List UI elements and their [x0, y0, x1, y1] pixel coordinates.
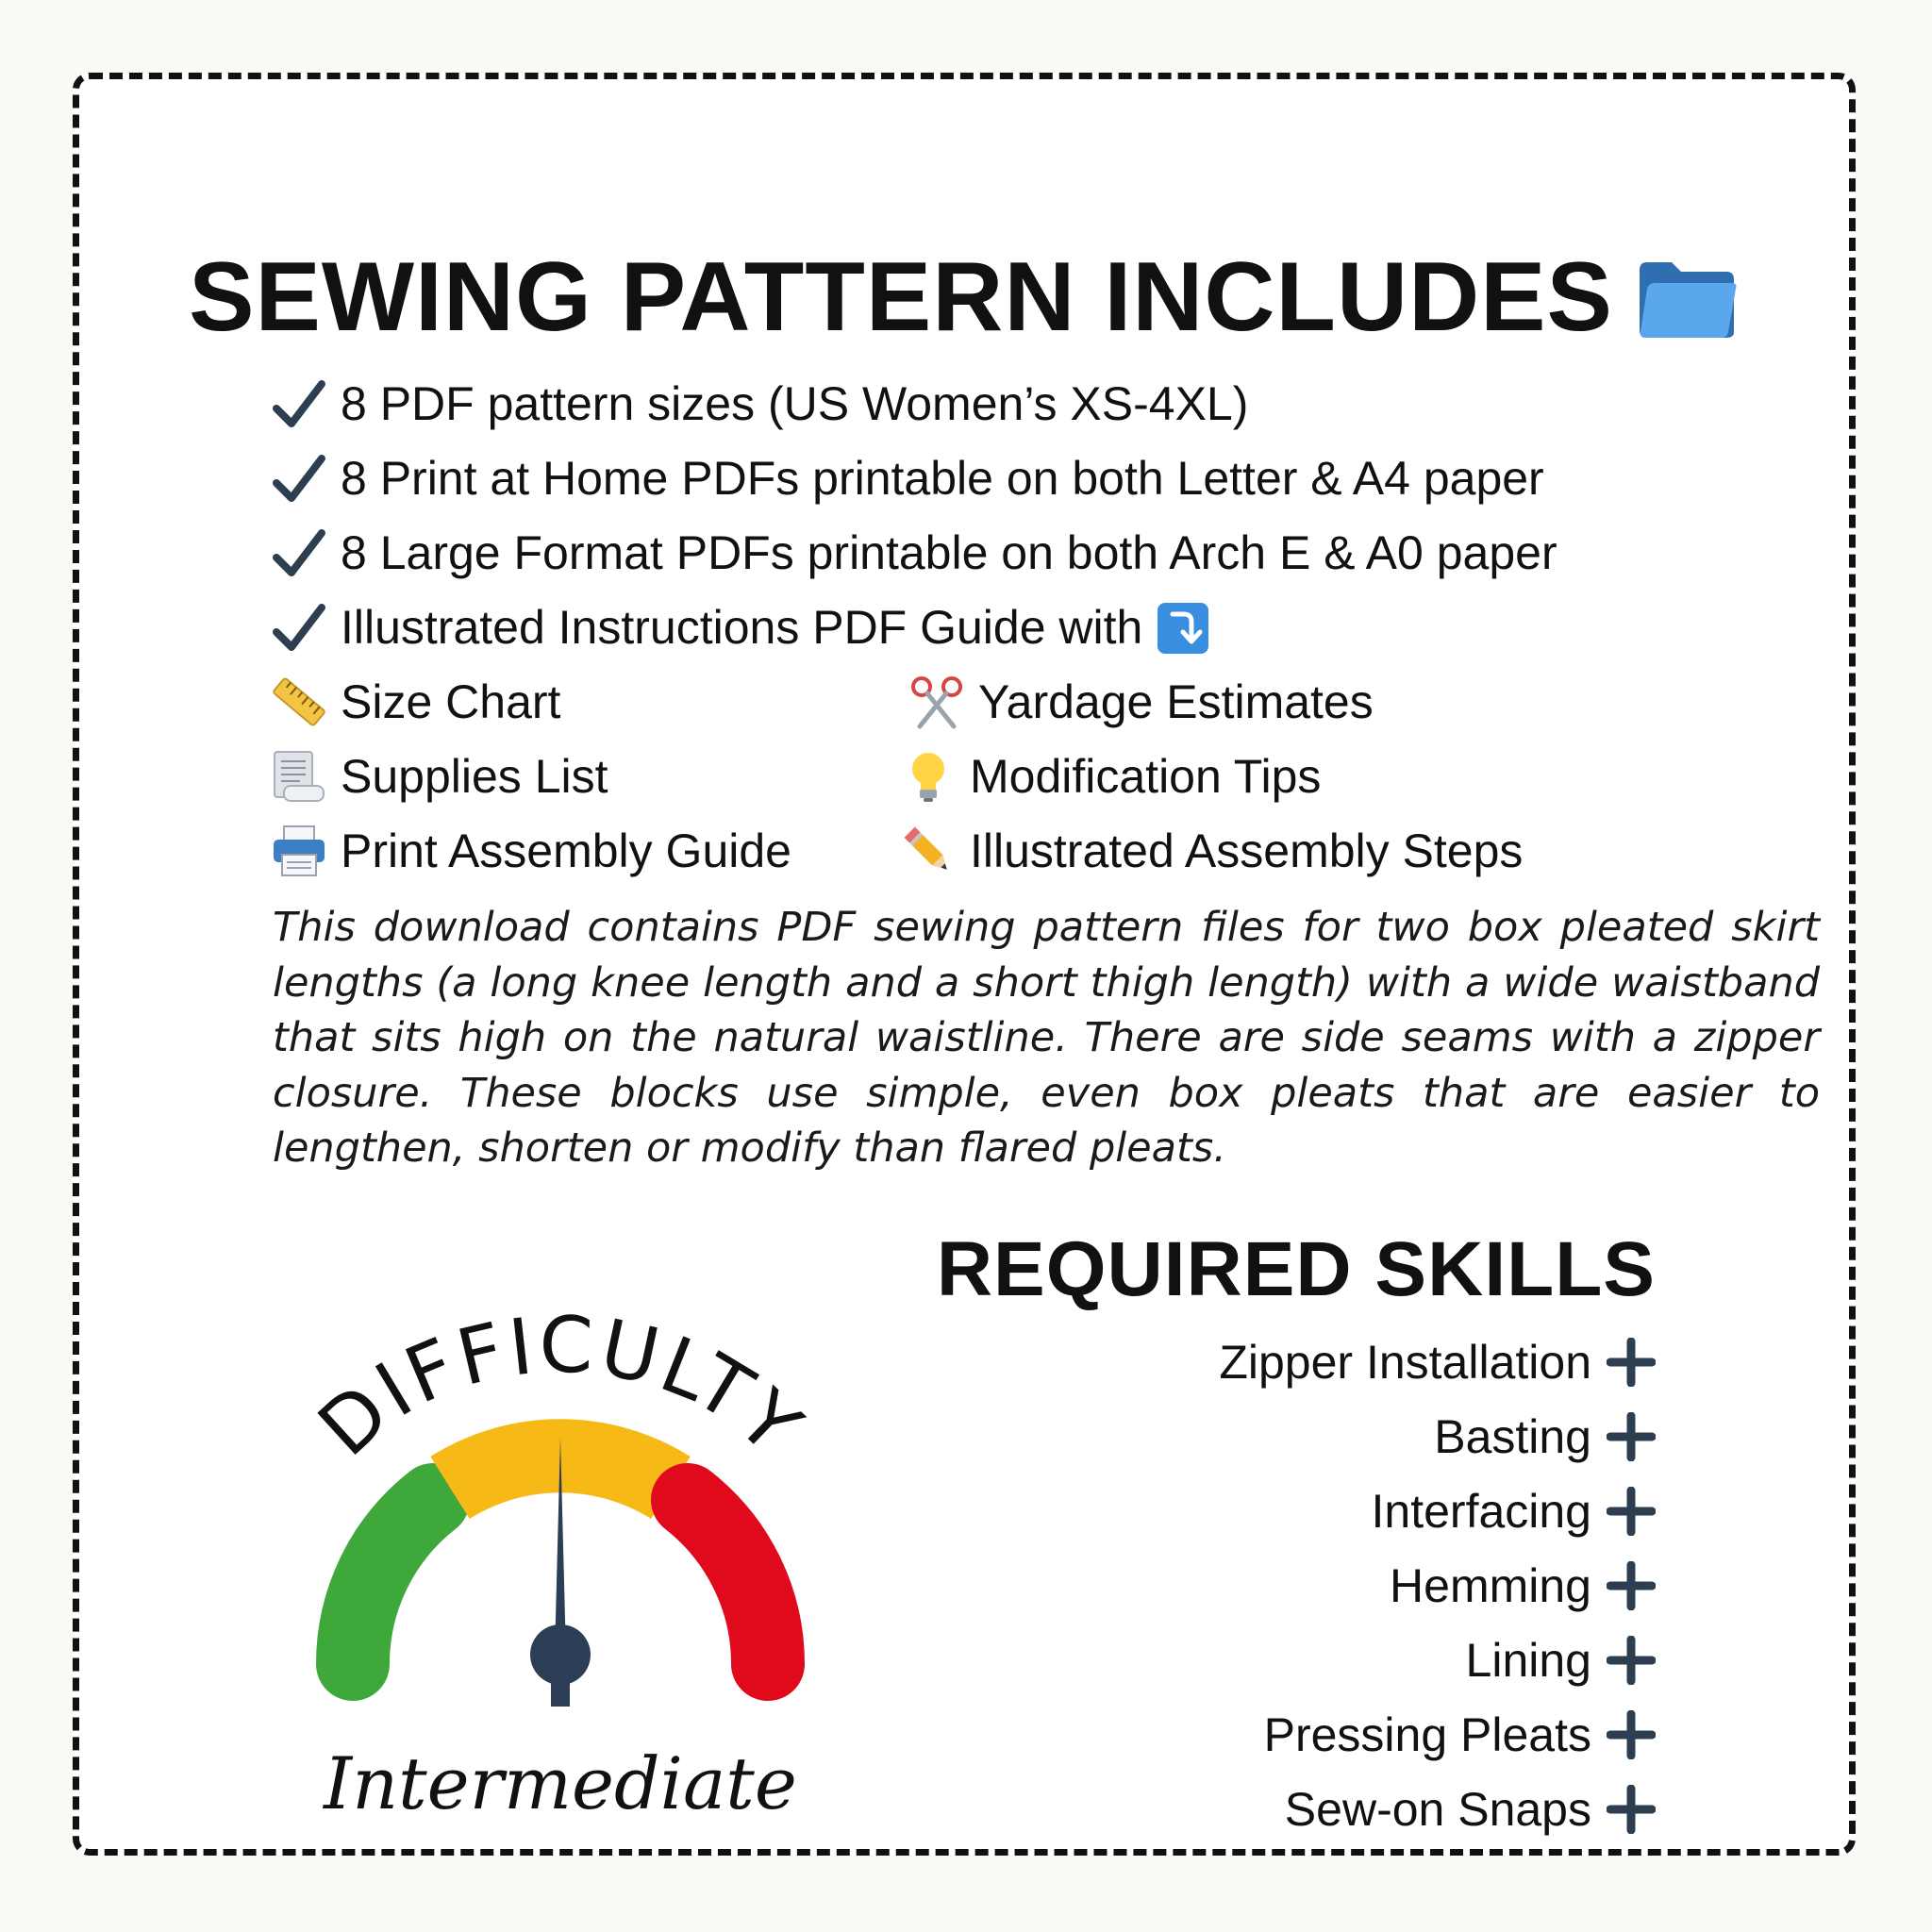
scroll-icon [271, 748, 327, 805]
difficulty-gauge [277, 1306, 843, 1834]
skill-label: Lining [1465, 1633, 1591, 1687]
skill-label: Basting [1434, 1409, 1591, 1463]
checkmark-icon [271, 376, 327, 433]
feature-label: Illustrated Assembly Steps [970, 824, 1524, 877]
skill-label: Sew-on Snaps [1284, 1782, 1591, 1836]
feature-label: Modification Tips [970, 749, 1322, 803]
feature-label: Size Chart [341, 675, 561, 728]
feature-item [271, 664, 560, 739]
gauge-easy-segment [353, 1500, 433, 1664]
feature-item [271, 813, 791, 888]
checkmark-icon [271, 600, 327, 657]
list-item [271, 516, 1818, 591]
skill-label: Zipper Installation [1219, 1335, 1591, 1389]
lightbulb-icon [900, 748, 957, 805]
skills-title: REQUIRED SKILLS [936, 1226, 1656, 1312]
feature-item [908, 664, 1374, 739]
skill-item [901, 1772, 1656, 1846]
skill-label: Pressing Pleats [1263, 1707, 1591, 1761]
scissors-icon [908, 674, 965, 730]
skill-label: Interfacing [1371, 1484, 1591, 1538]
plus-icon [1607, 1636, 1656, 1685]
printer-icon [271, 823, 327, 879]
gauge-hard-segment [688, 1500, 768, 1664]
list-item-label: 8 PDF pattern sizes (US Women’s XS-4XL) [341, 377, 1249, 430]
difficulty-level: Intermediate [324, 1741, 797, 1825]
skill-item [901, 1399, 1656, 1474]
plus-icon [1607, 1412, 1656, 1461]
skill-item [901, 1474, 1656, 1548]
skill-item [901, 1623, 1656, 1697]
list-item-label: 8 Large Format PDFs printable on both Arch E & A0 paper [341, 526, 1557, 579]
list-item [271, 367, 1818, 441]
skill-item [901, 1697, 1656, 1772]
skill-label: Hemming [1390, 1558, 1591, 1612]
list-item [271, 591, 1818, 665]
page-title [79, 235, 1849, 354]
checkmark-icon [271, 525, 327, 582]
difficulty-heading: DIFFICULTY [302, 1306, 820, 1474]
feature-label: Print Assembly Guide [341, 824, 791, 877]
content-card [73, 73, 1856, 1856]
includes-checklist [271, 367, 1818, 665]
arrow-down-box-icon [1156, 601, 1210, 656]
list-item-label: 8 Print at Home PDFs printable on both Letter & A4 paper [341, 452, 1544, 505]
ruler-icon [271, 674, 327, 730]
plus-icon [1607, 1338, 1656, 1387]
folder-icon [1634, 255, 1740, 341]
feature-label: Supplies List [341, 749, 608, 803]
checkmark-icon [271, 451, 327, 508]
plus-icon [1607, 1710, 1656, 1759]
feature-item [900, 739, 1321, 813]
skill-item [901, 1548, 1656, 1623]
plus-icon [1607, 1561, 1656, 1610]
skill-item [901, 1324, 1656, 1399]
page-title-text: SEWING PATTERN INCLUDES [189, 242, 1613, 353]
plus-icon [1607, 1487, 1656, 1536]
description-text: This download contains PDF sewing pattern files for two box pleated skirt lengths (a long knee length and a short thigh length) with a wide waistband that sits high on the natural waistline. There are side seams with a zipper closure. These blocks use simple, even box pleats that are easier to lengthen, shorten or modify than flared pleats. [273, 904, 1820, 1172]
feature-label: Yardage Estimates [978, 675, 1374, 728]
plus-icon [1607, 1785, 1656, 1834]
gauge-base [551, 1678, 570, 1707]
list-item [271, 441, 1818, 516]
feature-item [900, 813, 1523, 888]
gauge-hub [530, 1624, 591, 1685]
feature-item [271, 739, 608, 813]
skills-list [901, 1324, 1656, 1846]
pencil-icon [900, 823, 957, 879]
list-item-label: Illustrated Instructions PDF Guide with [341, 601, 1143, 654]
